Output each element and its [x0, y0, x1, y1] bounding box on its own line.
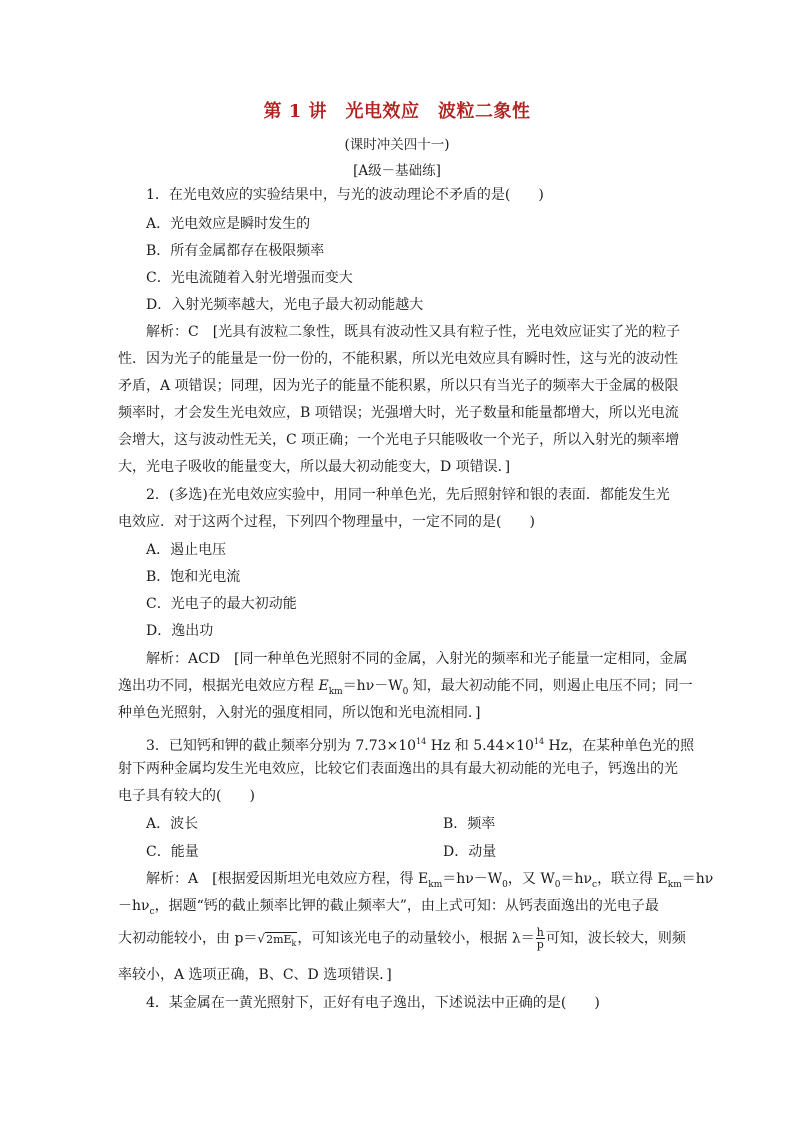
q2-stem-line2: 电效应．对于这两个过程，下列四个物理量中，一定不同的是( )	[118, 514, 535, 530]
q2-option-d: D．逸出功	[146, 623, 214, 639]
q3-option-d: D．动量	[443, 844, 497, 860]
q1-analysis-line: 矛盾，A 项错误；同理，因为光子的能量不能积累，所以只有当光子的频率大于金属的极限	[118, 378, 679, 394]
q2-option-b: B．饱和光电流	[146, 569, 241, 585]
q1-analysis-line: 解析：C [光具有波粒二象性，既具有波动性又具有粒子性，光电效应证实了光的粒子	[146, 324, 681, 340]
q3-analysis-line1: 解析：A [根据爱因斯坦光电效应方程，得 $E_{km}=h\nu-W_0$，又 $W_0=h\nu_c$，联立得 $E_{km}=h\nu$	[146, 871, 714, 890]
q3-option-b: B．频率	[443, 816, 496, 832]
q2-analysis-line2: 逸出功不同，根据光电效应方程 $E_{km}=h\nu-W_0$ 知，最大初动能不同，则遏止电压不同；同一	[118, 678, 693, 697]
q1-stem: 1．在光电效应的实验结果中，与光的波动理论不矛盾的是( )	[146, 187, 544, 203]
q1-analysis-line: 性．因为光子的能量是一份一份的，不能积累，所以光电效应具有瞬时性，这与光的波动性	[118, 351, 678, 367]
q1-option-b: B．所有金属都存在极限频率	[146, 243, 325, 259]
lesson-title: 第 1 讲 光电效应 波粒二象性	[263, 101, 531, 122]
q3-option-a: A．波长	[146, 816, 199, 832]
q4-stem: 4．某金属在一黄光照射下，正好有电子逸出，下述说法中正确的是( )	[146, 995, 600, 1011]
q3-stem-line1: 3．已知钙和钾的截止频率分别为 $7.73\times 10^{14}$ Hz 和 $5.44\times 10^{14}$ Hz，在某种单色光的照	[146, 737, 695, 754]
q1-option-a: A．光电效应是瞬时发生的	[146, 216, 311, 232]
q2-analysis-line1: 解析：ACD [同一种单色光照射不同的金属，入射光的频率和光子能量一定相同，金属	[146, 651, 688, 667]
q1-option-d: D．入射光频率越大，光电子最大初动能越大	[146, 297, 424, 313]
sqrt-expression: $2mE_k$	[266, 932, 297, 948]
q2-option-a: A．遏止电压	[146, 542, 227, 558]
q3-analysis-line2: $-h\nu_c$，据题“钙的截止频率比钾的截止频率大”，由上式可知：从钙表面逸出的光电子最	[118, 898, 659, 917]
q1-analysis-line: 频率时，才会发生光电效应，B 项错误；光强增大时，光子数量和能量都增大，所以光电流	[118, 405, 679, 421]
level-heading: [A级－基础练]	[353, 163, 441, 179]
q3-analysis-line4: 率较小，A 选项正确，B、C、D 选项错误．]	[118, 967, 392, 983]
q1-analysis-line: 会增大，这与波动性无关，C 项正确；一个光电子只能吸收一个光子，所以入射光的频率增	[118, 432, 680, 448]
q2-stem-line1: 2．(多选)在光电效应实验中，用同一种单色光，先后照射锌和银的表面．都能发生光	[146, 487, 670, 503]
lesson-subtitle: (课时冲关四十一)	[344, 137, 450, 153]
q1-option-c: C．光电流随着入射光增强而变大	[146, 270, 353, 286]
q1-analysis-line: 大，光电子吸收的能量变大，所以最大初动能变大，D 项错误．]	[118, 459, 511, 475]
q3-analysis-line3: 大初动能较小，由 $p=√2mE_k$，可知该光电子的动量较小，根据 λ＝ $\frac{h}{p}$ 可知，波长较大，则频	[118, 926, 686, 951]
q2-option-c: C．光电子的最大初动能	[146, 596, 297, 612]
q3-stem-line2: 射下两种金属均发生光电效应，比较它们表面逸出的具有最大初动能的光电子，钙逸出的光	[118, 761, 678, 777]
lambda-fraction: $\frac{h}{p}$	[536, 926, 544, 951]
q3-stem-line3: 电子具有较大的( )	[118, 788, 255, 804]
q3-option-c: C．能量	[146, 844, 199, 860]
q2-analysis-line3: 种单色光照射，入射光的强度相同，所以饱和光电流相同．]	[118, 705, 481, 721]
